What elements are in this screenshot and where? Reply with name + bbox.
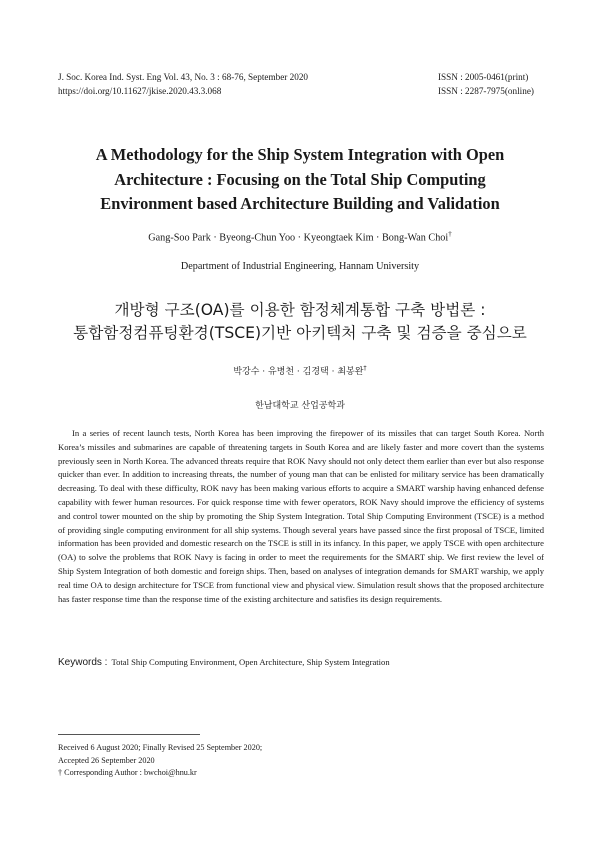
english-author-names: Gang-Soo Park · Byeong-Chun Yoo · Kyeongtaek Kim · Bong-Wan Choi	[148, 232, 449, 244]
english-title-line-1: A Methodology for the Ship System Integration with Open	[95, 145, 505, 164]
issn-block	[438, 70, 534, 98]
abstract-text: In a series of recent launch tests, North Korea has been improving the firepower of its missiles that can target South Korea. North Korea’s missiles and submarines are capable of threatening targets in South Korea and are likely faster and more covert than the systems previously seen in North Korea. The advanced threats require that ROK Navy should not only detect them earlier than ever but also response quicker than ever. In addition to increasing threats, the number of young man that can be enlisted for military service has been dramatically decreasing. To deal with these difficulty, ROK navy has been making various efforts to acquire a SMART warship having enhanced defense capability with fewer human resources. For quick response time with fewer operators, ROK Navy should improve the efficiency of systems and control tower mounted on the ship by promoting the Ship System Integration. Total Ship Computing Environment (TSCE) is a method of providing single computing environment for all ship systems. Though several years have passed since the first proposal of TSCE, limited information has been provided and domestic research on the TSCE is still in its infancy. In this paper, we apply TSCE with open architecture (OA) to solve the problems that ROK Navy is facing in order to meet the requirements for the SMART ship. We first review the level of Ship System Integration of both domestic and foreign ships. Then, based on analyses of integration demands for SMART warship, we apply real time OA to design architecture for TSCE from functional view and physical view. Simulation result shows that the proposed architecture has faster response time than the response time of the existing architecture and satisfies its design requirements.	[58, 428, 544, 604]
korean-affiliation: 한남대학교 산업공학과	[255, 401, 345, 411]
corresponding-mark-en: †	[448, 230, 452, 238]
journal-citation: J. Soc. Korea Ind. Syst. Eng Vol. 43, No. 3 : 68-76, September 2020	[58, 72, 309, 82]
corresponding-author: † Corresponding Author : bwchoi@hnu.kr	[58, 768, 197, 778]
keywords-text: Total Ship Computing Environment, Open Architecture, Ship System Integration	[111, 657, 390, 667]
english-title-line-3: Environment based Architecture Building and Validation	[100, 194, 500, 213]
english-title-line-2: Architecture : Focusing on the Total Ship Computing	[114, 169, 486, 189]
keywords-line	[58, 657, 544, 668]
issn-online: ISSN : 2287-7975(online)	[438, 86, 534, 96]
english-title	[40, 143, 560, 217]
korean-title-line-1: 개방형 구조(OA)를 이용한 함정체계통합 구축 방법론 :	[114, 301, 486, 319]
english-affiliation: Department of Industrial Engineering, Hannam University	[180, 261, 420, 272]
korean-authors	[40, 364, 560, 377]
footnotes	[58, 742, 262, 780]
korean-author-names: 박강수 · 유병천 · 김경택 · 최봉완	[233, 367, 364, 377]
issn-print: ISSN : 2005-0461(print)	[438, 72, 529, 82]
korean-title-line-2: 통합함정컴퓨팅환경(TSCE)기반 아키텍처 구축 및 검증을 중심으로	[73, 324, 527, 342]
journal-header	[58, 70, 308, 98]
received-date: Received 6 August 2020; Finally Revised 25 September 2020;	[58, 743, 263, 752]
accepted-date: Accepted 26 September 2020	[58, 755, 155, 765]
english-authors	[40, 230, 560, 243]
doi-link[interactable]: https://doi.org/10.11627/jkise.2020.43.3.068	[58, 86, 222, 96]
keywords-label: Keywords :	[58, 657, 108, 668]
korean-title	[40, 299, 560, 345]
corresponding-mark-ko: †	[363, 364, 367, 372]
footnote-divider	[58, 734, 200, 735]
